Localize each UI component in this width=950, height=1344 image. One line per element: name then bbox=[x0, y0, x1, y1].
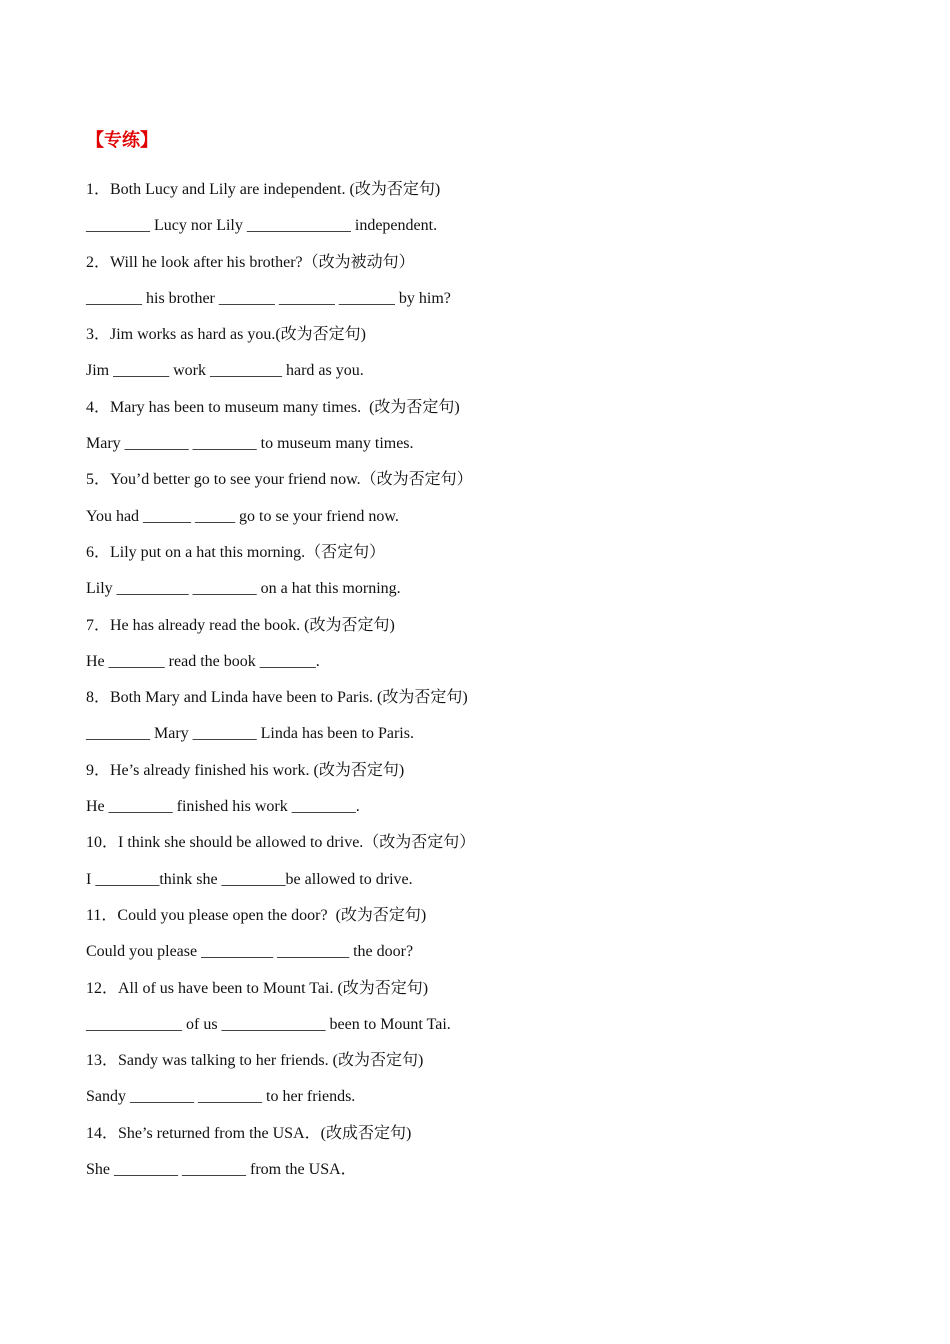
answer-line-2: _______ his brother _______ _______ _______ by him? bbox=[86, 289, 451, 307]
question-11: 11．Could you please open the door? (改为否定句) bbox=[86, 906, 427, 924]
question-7: 7．He has already read the book. (改为否定句) bbox=[86, 616, 395, 634]
answer-line-11: Could you please _________ _________ the door? bbox=[86, 943, 414, 961]
question-12: 12．All of us have been to Mount Tai. (改为否定句) bbox=[86, 979, 429, 997]
section-title: 【专练】 bbox=[86, 130, 158, 151]
question-5: 5．You’d better go to see your friend now.（改为否定句） bbox=[86, 471, 473, 489]
question-4: 4．Mary has been to museum many times. (改为否定句) bbox=[86, 398, 460, 416]
question-9: 9．He’s already finished his work. (改为否定句) bbox=[86, 761, 405, 779]
question-6: 6．Lily put on a hat this morning.（否定句） bbox=[86, 543, 386, 561]
answer-line-1: ________ Lucy nor Lily _____________ independent. bbox=[86, 217, 438, 235]
answer-line-9: He ________ finished his work ________. bbox=[86, 798, 360, 816]
answer-line-14: She ________ ________ from the USA． bbox=[86, 1161, 357, 1179]
question-10: 10．I think she should be allowed to drive.（改为否定句） bbox=[86, 834, 476, 852]
answer-line-10: I ________think she ________be allowed to drive. bbox=[86, 870, 413, 888]
answer-line-6: Lily _________ ________ on a hat this morning. bbox=[86, 580, 401, 598]
answer-line-5: You had ______ _____ go to se your friend now. bbox=[86, 507, 399, 525]
question-1: 1．Both Lucy and Lily are independent. (改为否定句) bbox=[86, 181, 441, 198]
question-13: 13．Sandy was talking to her friends. (改为否定句) bbox=[86, 1052, 424, 1070]
answer-line-7: He _______ read the book _______. bbox=[86, 652, 320, 670]
answer-line-3: Jim _______ work _________ hard as you. bbox=[86, 362, 364, 380]
answer-line-8: ________ Mary ________ Linda has been to Paris. bbox=[86, 725, 414, 743]
question-3: 3．Jim works as hard as you.(改为否定句) bbox=[86, 326, 366, 344]
answer-line-12: ____________ of us _____________ been to Mount Tai. bbox=[86, 1015, 451, 1033]
question-14: 14．She’s returned from the USA．(改成否定句) bbox=[86, 1124, 412, 1142]
answer-line-4: Mary ________ ________ to museum many times. bbox=[86, 435, 414, 453]
answer-line-13: Sandy ________ ________ to her friends. bbox=[86, 1088, 356, 1106]
question-8: 8．Both Mary and Linda have been to Paris. (改为否定句) bbox=[86, 689, 468, 707]
question-2: 2．Will he look after his brother?（改为被动句） bbox=[86, 253, 415, 271]
exercise-list bbox=[86, 177, 866, 1193]
